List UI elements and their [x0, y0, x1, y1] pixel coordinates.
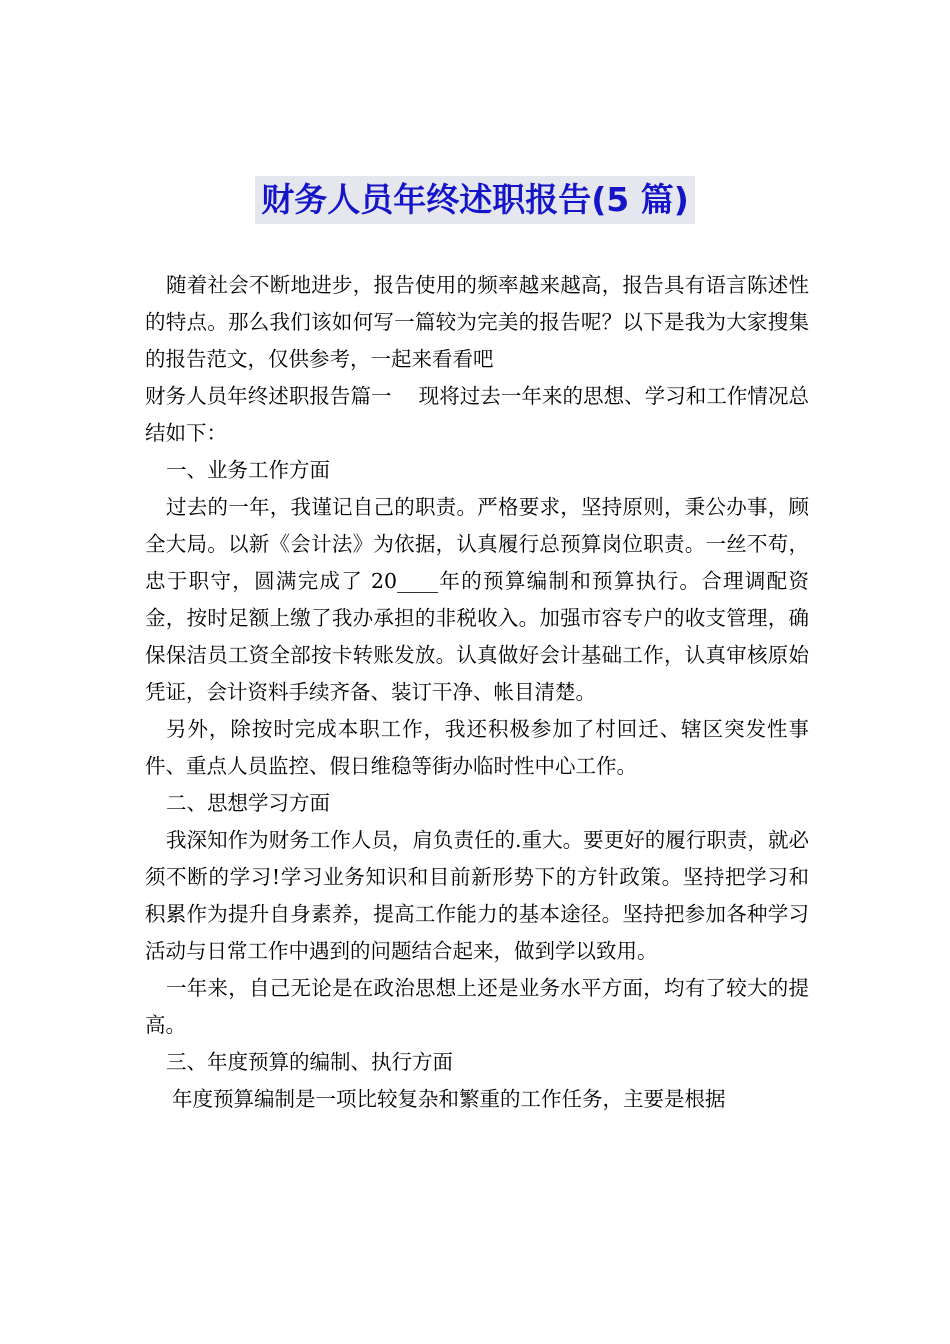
title-container	[0, 176, 950, 224]
business-paragraph-2: 另外，除按时完成本职工作，我还积极参加了村回迁、辖区突发性事件、重点人员监控、假日维稳等街办临时性中心工作。	[145, 717, 809, 778]
business-paragraph-1: 过去的一年，我谨记自己的职责。严格要求，坚持原则，秉公办事，顾全大局。以新《会计法》为依据，认真履行总预算岗位职责。一丝不苟，忠于职守，圆满完成了 20____年的预算编制和预算执行。合理调配资金，按时足额上缴了我办承担的非税收入。加强市容专户的收支管理，确保保洁员工资全部按卡转账发放。认真做好会计基础工作，认真审核原始凭证，会计资料手续齐备、装订干净、帐目清楚。	[145, 495, 809, 704]
study-paragraph-2: 一年来，自己无论是在政治思想上还是业务水平方面，均有了较大的提高。	[145, 976, 809, 1037]
study-paragraph-1: 我深知作为财务工作人员，肩负责任的.重大。要更好的履行职责，就必须不断的学习!学习业务知识和目前新形势下的方针政策。坚持把学习和积累作为提升自身素养，提高工作能力的基本途径。坚持把参加各种学习活动与日常工作中遇到的问题结合起来，做到学以致用。	[145, 828, 809, 963]
section-heading-budget: 三、年度预算的编制、执行方面	[166, 1050, 453, 1074]
section-intro-paragraph: 财务人员年终述职报告篇一 现将过去一年来的思想、学习和工作情况总结如下：	[145, 384, 809, 445]
document-title: 财务人员年终述职报告(5 篇)	[255, 176, 695, 224]
section-heading-study: 二、思想学习方面	[166, 791, 330, 815]
section-heading-business: 一、业务工作方面	[166, 458, 330, 482]
intro-paragraph: 随着社会不断地进步，报告使用的频率越来越高，报告具有语言陈述性的特点。那么我们该如何写一篇较为完美的报告呢？以下是我为大家搜集的报告范文，仅供参考，一起来看看吧	[145, 273, 809, 371]
document-body	[145, 267, 809, 1118]
budget-paragraph-1: 年度预算编制是一项比较复杂和繁重的工作任务，主要是根据	[172, 1087, 726, 1111]
